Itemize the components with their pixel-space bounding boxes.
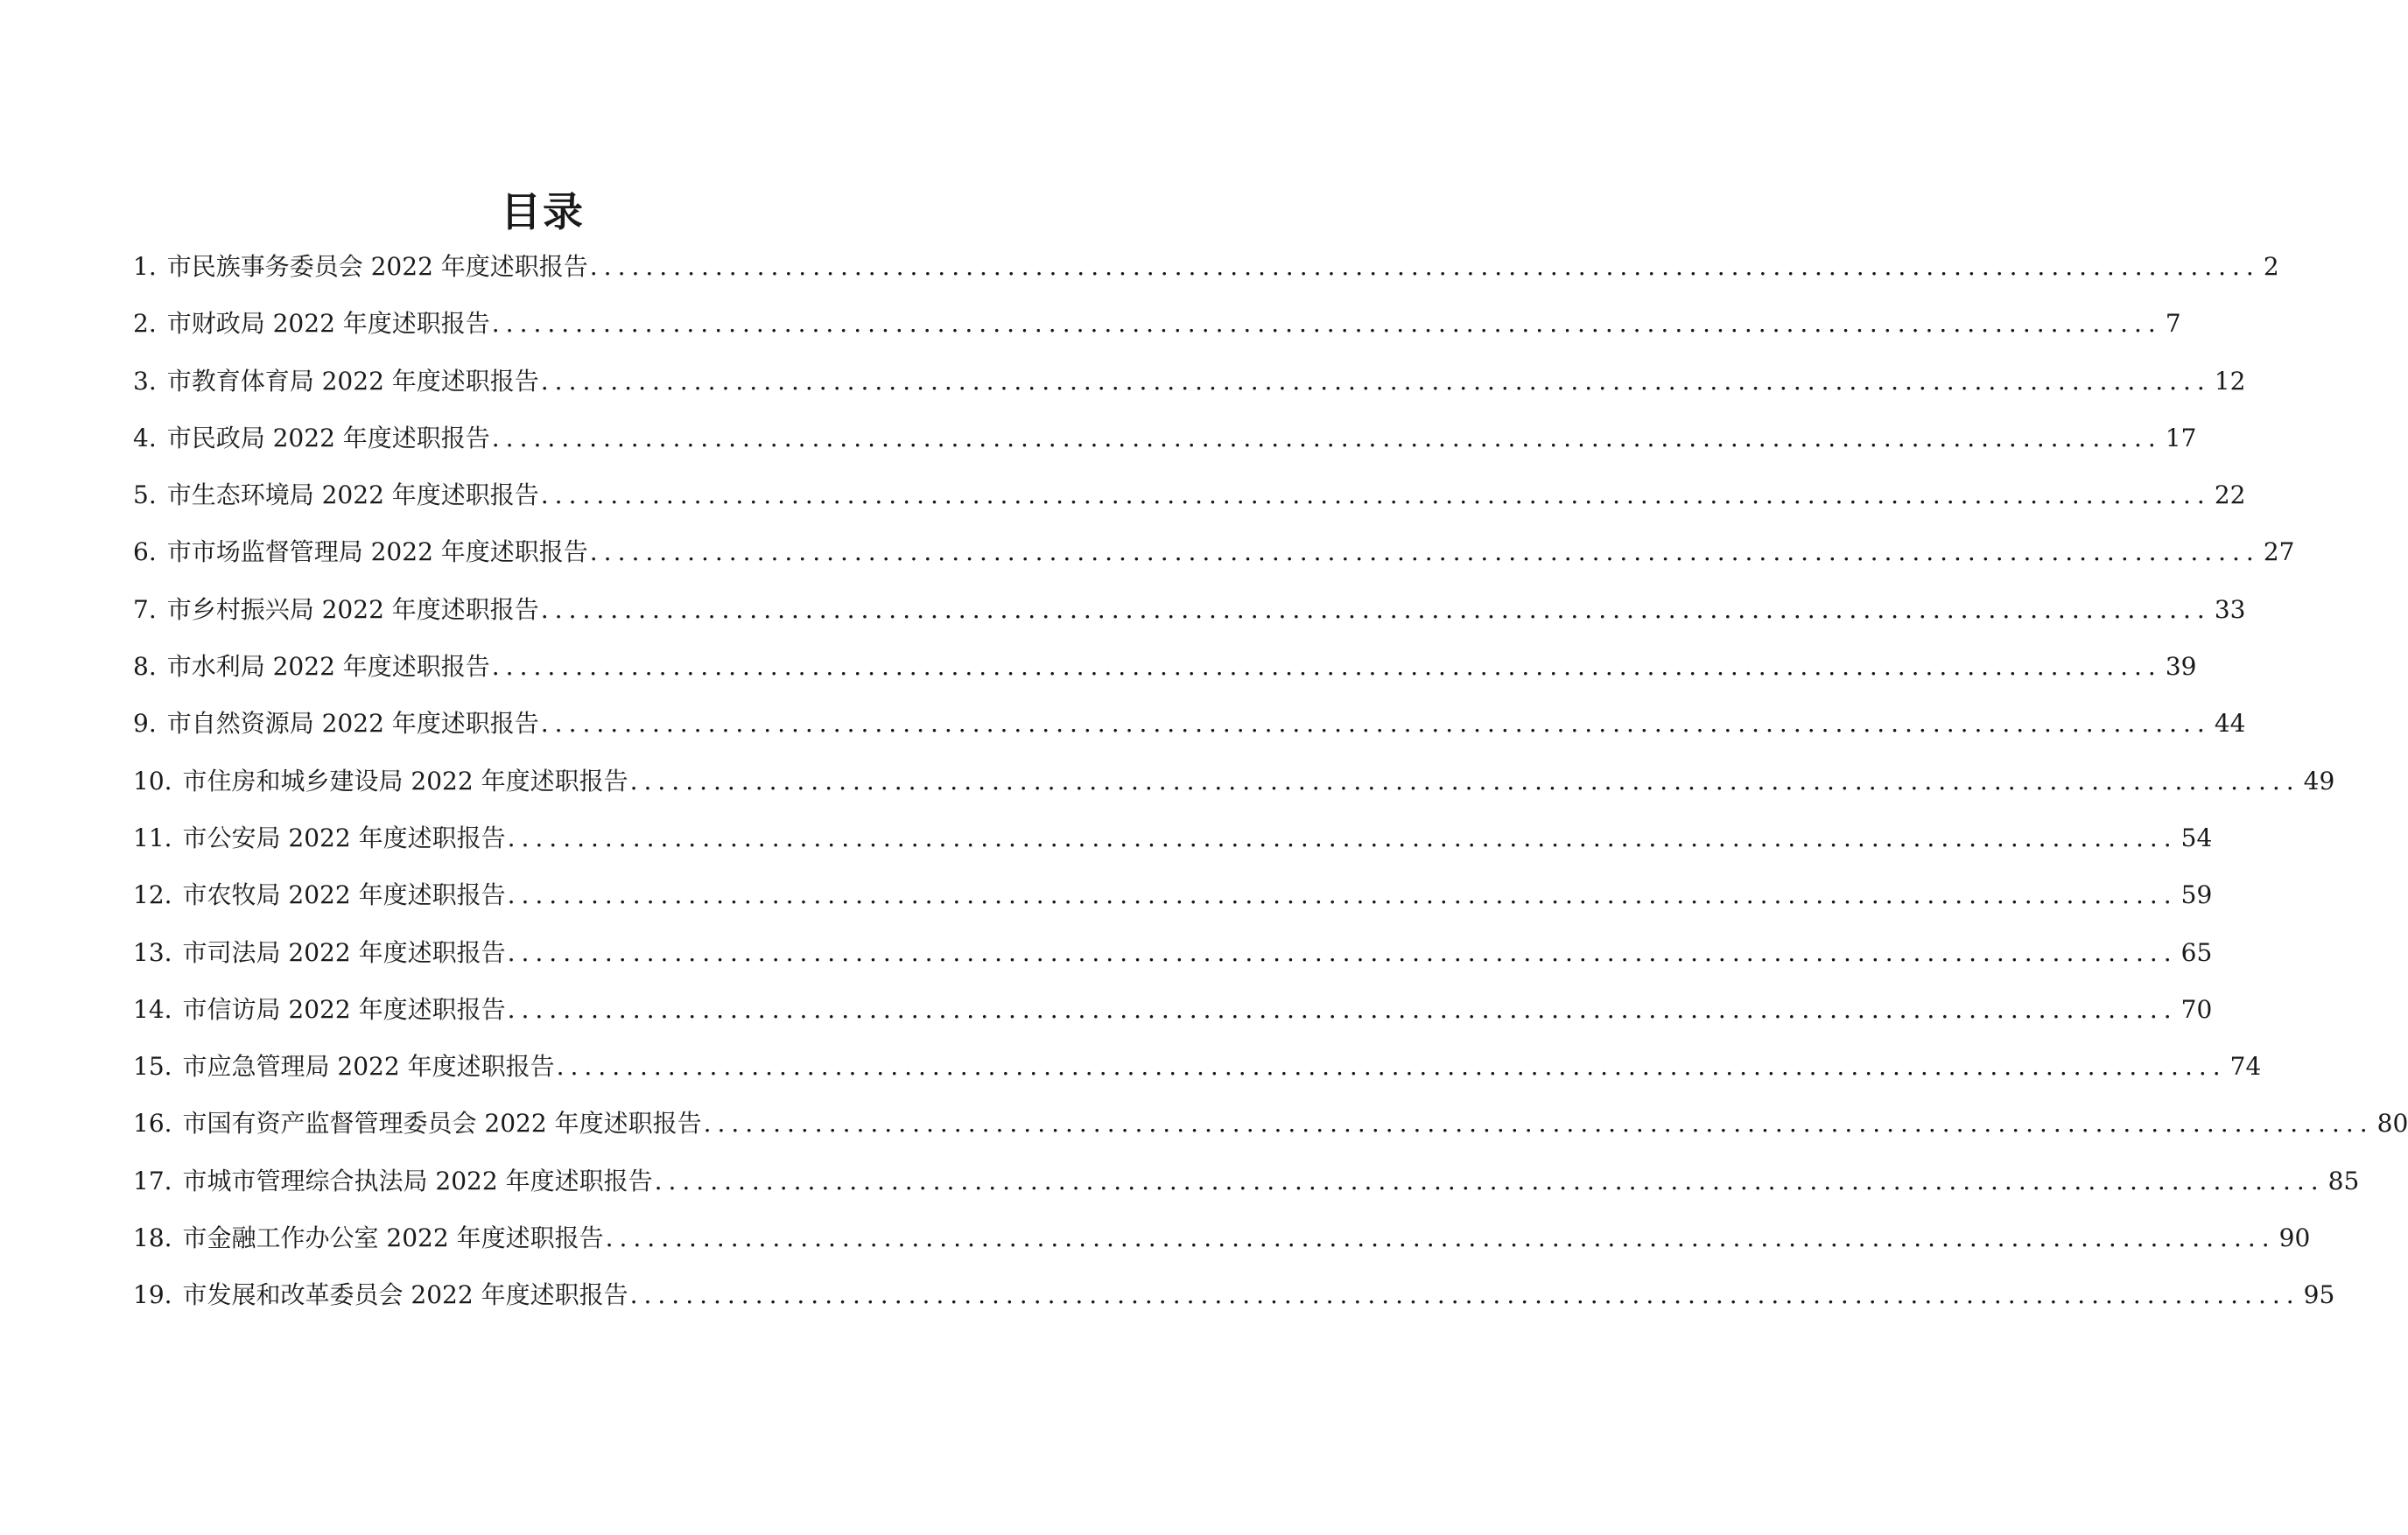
- entry-page-number: 70: [2178, 991, 2213, 1029]
- toc-entry[interactable]: [133, 762, 2335, 819]
- page-title: 目录: [501, 188, 585, 235]
- dot-leader: ........................................................................................................................: [507, 823, 2178, 852]
- entry-page-number: 44: [2211, 704, 2246, 743]
- toc-entry[interactable]: [133, 1276, 2335, 1333]
- entry-page-number: 17: [2162, 419, 2197, 458]
- dot-leader: ........................................................................................................................: [540, 366, 2211, 396]
- entry-number: 14.: [133, 994, 172, 1024]
- entry-title: 市民政局 2022 年度述职报告: [166, 423, 490, 452]
- entry-number: 13.: [133, 937, 172, 967]
- entry-number: 1.: [133, 252, 157, 281]
- entry-title: 市应急管理局 2022 年度述职报告: [182, 1052, 555, 1082]
- entry-page-number: 39: [2162, 648, 2197, 686]
- toc-entry[interactable]: [133, 704, 2246, 761]
- toc-entry[interactable]: [133, 419, 2197, 476]
- entry-page-number: 65: [2178, 934, 2213, 972]
- dot-leader: ........................................................................................................................: [507, 994, 2178, 1024]
- entry-page-number: 80: [2374, 1104, 2408, 1143]
- toc-entry[interactable]: [133, 591, 2246, 648]
- entry-title: 市信访局 2022 年度述职报告: [182, 994, 506, 1024]
- entry-page-number: 74: [2227, 1048, 2262, 1086]
- toc-entry[interactable]: [133, 533, 2295, 590]
- entry-title: 市发展和改革委员会 2022 年度述职报告: [182, 1280, 628, 1310]
- entry-number: 19.: [133, 1280, 172, 1310]
- entry-page-number: 22: [2211, 476, 2246, 515]
- entry-title: 市公安局 2022 年度述职报告: [182, 823, 506, 852]
- entry-number: 7.: [133, 594, 157, 624]
- toc-entry[interactable]: [133, 476, 2246, 533]
- dot-leader: ........................................................................................................................: [605, 1223, 2276, 1253]
- entry-page-number: 90: [2276, 1219, 2311, 1258]
- dot-leader: ........................................................................................................................: [589, 252, 2260, 281]
- entry-title: 市住房和城乡建设局 2022 年度述职报告: [182, 766, 628, 796]
- dot-leader: ........................................................................................................................: [540, 709, 2211, 739]
- dot-leader: ........................................................................................................................: [556, 1052, 2227, 1082]
- entry-number: 10.: [133, 766, 172, 796]
- toc-entry[interactable]: [133, 248, 2279, 305]
- entry-number: 11.: [133, 823, 172, 852]
- entry-title: 市司法局 2022 年度述职报告: [182, 937, 506, 967]
- entry-title: 市农牧局 2022 年度述职报告: [182, 880, 506, 910]
- entry-title: 市财政局 2022 年度述职报告: [166, 309, 490, 339]
- entry-page-number: 7: [2162, 305, 2181, 343]
- dot-leader: ........................................................................................................................: [589, 537, 2260, 567]
- entry-title: 市国有资产监督管理委员会 2022 年度述职报告: [182, 1109, 702, 1139]
- toc-entry[interactable]: [133, 648, 2197, 704]
- dot-leader: ........................................................................................................................: [703, 1109, 2374, 1139]
- entry-number: 4.: [133, 423, 157, 452]
- dot-leader: ........................................................................................................................: [507, 880, 2178, 910]
- entry-title: 市水利局 2022 年度述职报告: [166, 652, 490, 682]
- entry-page-number: 95: [2300, 1276, 2335, 1314]
- toc-entry[interactable]: [133, 1219, 2311, 1276]
- entry-page-number: 54: [2178, 819, 2213, 858]
- entry-title: 市教育体育局 2022 年度述职报告: [166, 366, 539, 396]
- dot-leader: ........................................................................................................................: [507, 937, 2178, 967]
- entry-page-number: 33: [2211, 591, 2246, 629]
- toc-entry[interactable]: [133, 934, 2213, 991]
- entry-number: 8.: [133, 652, 157, 682]
- entry-title: 市民族事务委员会 2022 年度述职报告: [166, 252, 588, 281]
- entry-title: 市市场监督管理局 2022 年度述职报告: [166, 537, 588, 567]
- table-of-contents: [133, 248, 2408, 1334]
- toc-entry[interactable]: [133, 1104, 2408, 1161]
- toc-entry[interactable]: [133, 1162, 2360, 1219]
- dot-leader: ........................................................................................................................: [629, 766, 2300, 796]
- entry-title: 市自然资源局 2022 年度述职报告: [166, 709, 539, 739]
- dot-leader: ........................................................................................................................: [654, 1166, 2325, 1195]
- dot-leader: ........................................................................................................................: [540, 594, 2211, 624]
- entry-number: 9.: [133, 709, 157, 739]
- toc-entry[interactable]: [133, 305, 2181, 361]
- dot-leader: ........................................................................................................................: [491, 309, 2162, 339]
- toc-entry[interactable]: [133, 991, 2213, 1048]
- entry-number: 2.: [133, 309, 157, 339]
- entry-number: 3.: [133, 366, 157, 396]
- entry-page-number: 85: [2325, 1162, 2360, 1201]
- entry-title: 市金融工作办公室 2022 年度述职报告: [182, 1223, 604, 1253]
- entry-page-number: 27: [2260, 533, 2295, 571]
- entry-title: 市生态环境局 2022 年度述职报告: [166, 480, 539, 510]
- entry-title: 市城市管理综合执法局 2022 年度述职报告: [182, 1166, 653, 1195]
- entry-title: 市乡村振兴局 2022 年度述职报告: [166, 594, 539, 624]
- entry-page-number: 2: [2260, 248, 2279, 286]
- entry-page-number: 59: [2178, 876, 2213, 915]
- entry-number: 15.: [133, 1052, 172, 1082]
- entry-number: 6.: [133, 537, 157, 567]
- toc-entry[interactable]: [133, 362, 2246, 419]
- entry-page-number: 12: [2211, 362, 2246, 401]
- entry-number: 5.: [133, 480, 157, 510]
- entry-number: 17.: [133, 1166, 172, 1195]
- entry-number: 12.: [133, 880, 172, 910]
- entry-number: 16.: [133, 1109, 172, 1139]
- toc-entry[interactable]: [133, 819, 2213, 876]
- dot-leader: ........................................................................................................................: [491, 423, 2162, 452]
- entry-number: 18.: [133, 1223, 172, 1253]
- toc-entry[interactable]: [133, 1048, 2262, 1104]
- dot-leader: ........................................................................................................................: [629, 1280, 2300, 1310]
- entry-page-number: 49: [2300, 762, 2335, 801]
- toc-entry[interactable]: [133, 876, 2213, 933]
- dot-leader: ........................................................................................................................: [491, 652, 2162, 682]
- dot-leader: ........................................................................................................................: [540, 480, 2211, 510]
